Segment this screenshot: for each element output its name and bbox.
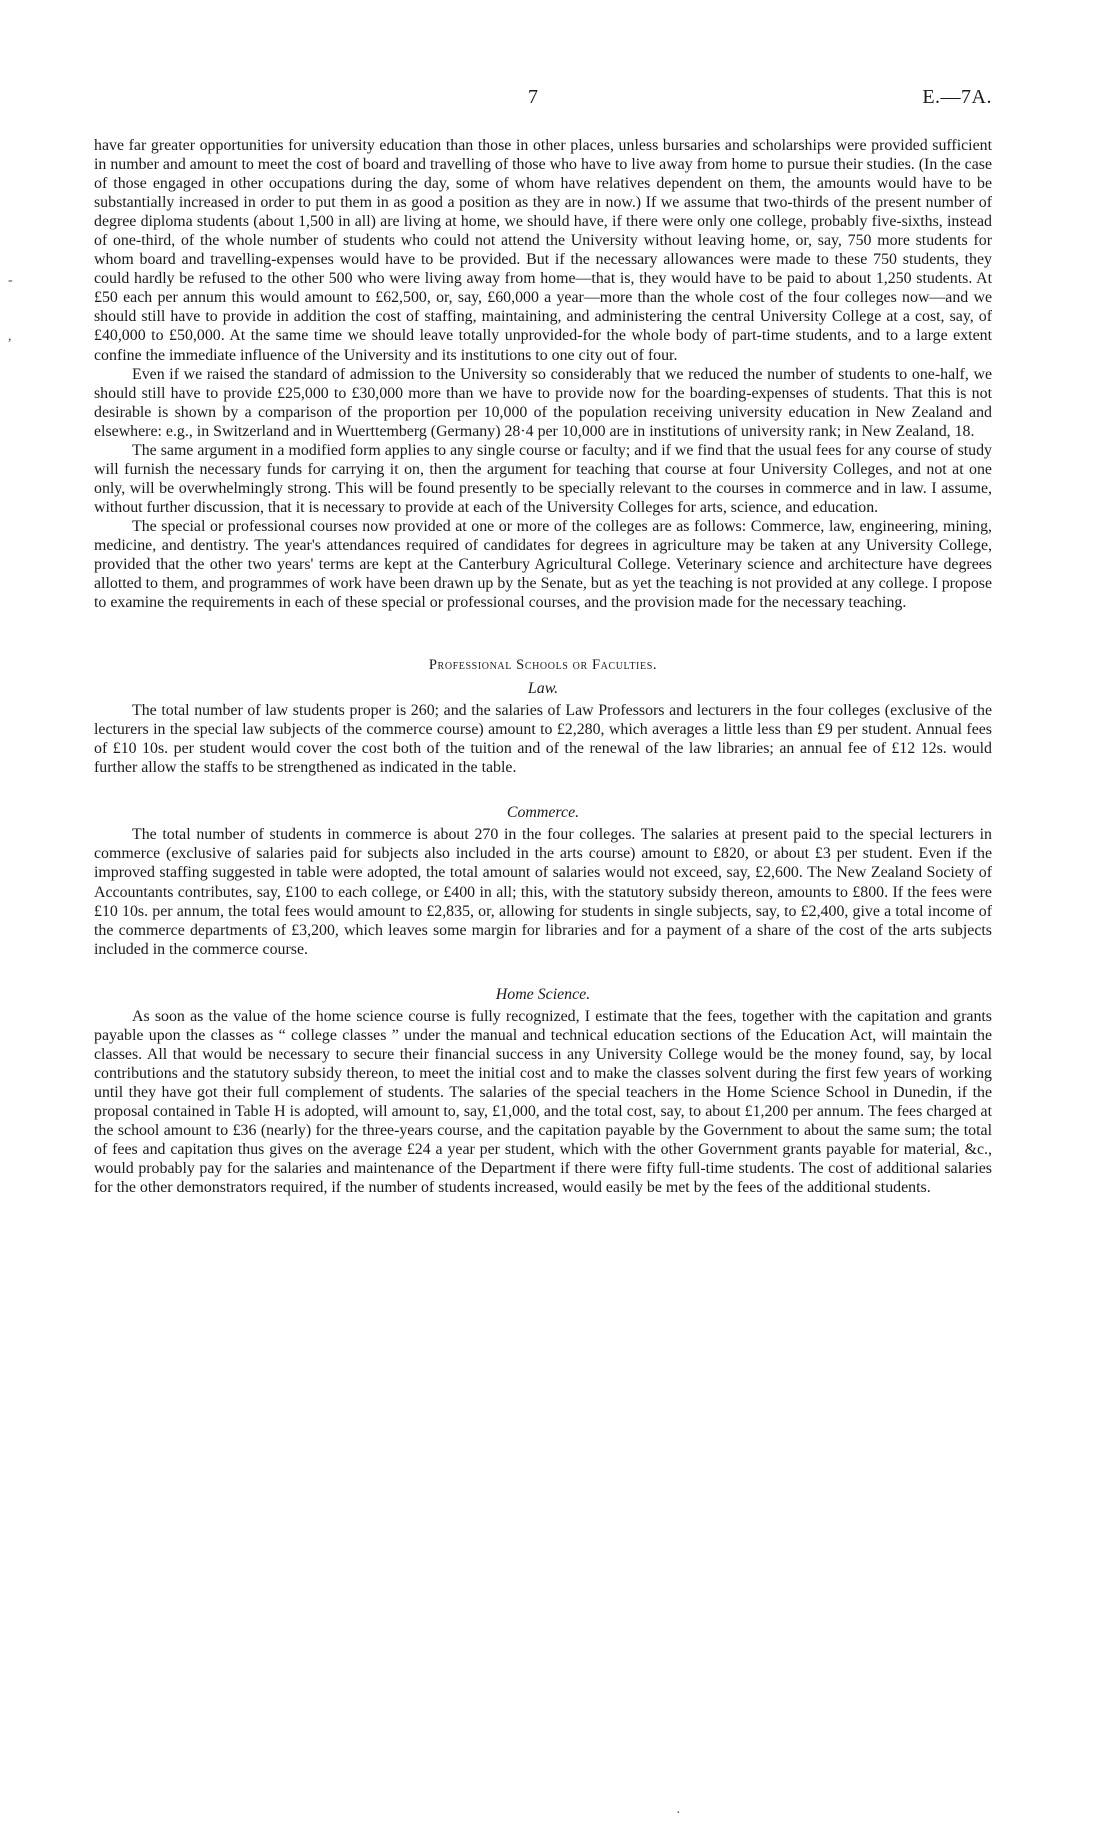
document-reference: E.—7A. <box>922 86 992 108</box>
document-page <box>94 86 992 1197</box>
stray-mark: · <box>676 1806 681 1821</box>
paragraph-intro-1: have far greater opportunities for university education than those in other places, unless bursaries and scholarships were provided sufficient in number and amount to meet the cost of board and travelling of those who have to live away from home to pursue their studies. (In the case of those engaged in other occupations during the day, some of whom have relatives dependent on them, the amounts would have to be substantially increased in order to put them in as good a position as they are in now.) If we assume that two-thirds of the present number of degree diploma students (about 1,500 in all) are living at home, we should have, if there were only one college, probably five-sixths, instead of one-third, of the whole number of students who could not attend the University without leaving home, or, say, 750 more students for whom board and travelling-expenses would have to be provided. But if the necessary allowances were made to these 750 students, they could hardly be refused to the other 500 who were living away from home—that is, they would have to be paid to about 1,250 students. At £50 each per annum this would amount to £62,500, or, say, £60,000 a year—more than the whole cost of the four colleges now—and we should still have to provide in addition the cost of staffing, maintaining, and administering the central University College at a cost, say, of £40,000 to £50,000. At the same time we should leave totally unprovided-for the whole body of part-time students, and to a large extent confine the immediate influence of the University and its institutions to one city out of four. <box>94 137 992 364</box>
margin-marks: - , <box>8 273 13 344</box>
page-header <box>94 86 992 122</box>
law-paragraph: The total number of law students proper is 260; and the salaries of Law Professors and lecturers in the four colleges (exclusive of the lecturers in the special law subjects of the commerce course) amount to £2,280, which averages a little less than £9 per student. Annual fees of £10 10s. per student would cover the cost both of the tuition and of the renewal of the law libraries; an annual fee of £12 12s. would further allow the staffs to be strengthened as indicated in the table. <box>94 702 992 777</box>
home-science-paragraph: As soon as the value of the home science course is fully recognized, I estimate that the fees, together with the capitation and grants payable upon the classes as “ college classes ” under the manual and technical education sections of the Education Act, will maintain the classes. All that would be necessary to secure their financial success in any University College would be the money found, say, by local contributions and the statutory subsidy thereon, to meet the initial cost and to make the classes solvent during the first few years of working until they have got their full complement of students. The salaries of the special teachers in the Home Science School in Dunedin, if the proposal contained in Table H is adopted, will amount to, say, £1,000, and the total cost, say, to about £1,200 per annum. The fees charged at the school amount to £36 (nearly) for the three-years course, and the capitation payable by the Government to about the same sum; the total of fees and capitation thus gives on the average £24 a year per student, which with the other Government grants payable for material, &c., would probably pay for the salaries and maintenance of the Department if there were fifty full-time students. The cost of additional salaries for the other demonstrators required, if the number of students increased, would easily be met by the fees of the additional students. <box>94 1007 992 1197</box>
commerce-paragraph: The total number of students in commerce is about 270 in the four colleges. The salaries at present paid to the special lecturers in commerce (exclusive of salaries paid for subjects also included in the arts course) amount to £820, or about £3 per student. Even if the improved staffing suggested in table were adopted, the total amount of salaries would not exceed, say, £2,600. The New Zealand Society of Accountants contributes, say, £100 to each college, or £400 in all; this, with the statutory subsidy thereon, amounts to £800. If the fees were £10 10s. per annum, the total fees would amount to £2,835, or, allowing for students in single subjects, say, to £2,400, give a total income of the commerce departments of £3,200, which leaves some margin for libraries and for a payment of a share of the cost of the arts subjects included in the commerce course. <box>94 826 992 958</box>
paragraph-intro-2: Even if we raised the standard of admission to the University so considerably that we reduced the number of students to one-half, we should still have to provide £25,000 to £30,000 more than we have to provide now for the boarding-expenses of students. That this is not desirable is shown by a comparison of the proportion per 10,000 of the population receiving university education in New Zealand and elsewhere: e.g., in Switzerland and in Wuerttemberg (Germany) 28·4 per 10,000 are in institutions of university rank; in New Zealand, 18. <box>94 365 992 440</box>
page-number: 7 <box>528 86 538 108</box>
home-science-heading: Home Science. <box>495 985 591 1003</box>
paragraph-intro-4: The special or professional courses now provided at one or more of the colleges are as follows: Commerce, law, engineering, mining, medicine, and dentistry. The year's attendances required of candidates for degrees in agriculture may be taken at any University College, provided that the other two years' terms are kept at the Canterbury Agricultural College. Veterinary science and architecture have degrees allotted to them, and programmes of work have been drawn up by the Senate, but as yet the teaching is not provided at any college. I propose to examine the requirements in each of these special or professional courses, and the provision made for the necessary teaching. <box>94 517 992 612</box>
paragraph-intro-3: The same argument in a modified form applies to any single course or faculty; and if we find that the usual fees for any course of study will furnish the necessary funds for carrying it on, then the argument for teaching that course at four University Colleges, and not at one only, will be overwhelmingly strong. This will be found presently to be specially relevant to the courses in commerce and in law. I assume, without further discussion, that it is necessary to provide at each of the University Colleges for arts, science, and education. <box>94 441 992 516</box>
section-heading: Professional Schools or Faculties. <box>428 657 658 674</box>
commerce-heading: Commerce. <box>506 804 580 822</box>
law-heading: Law. <box>527 680 559 698</box>
